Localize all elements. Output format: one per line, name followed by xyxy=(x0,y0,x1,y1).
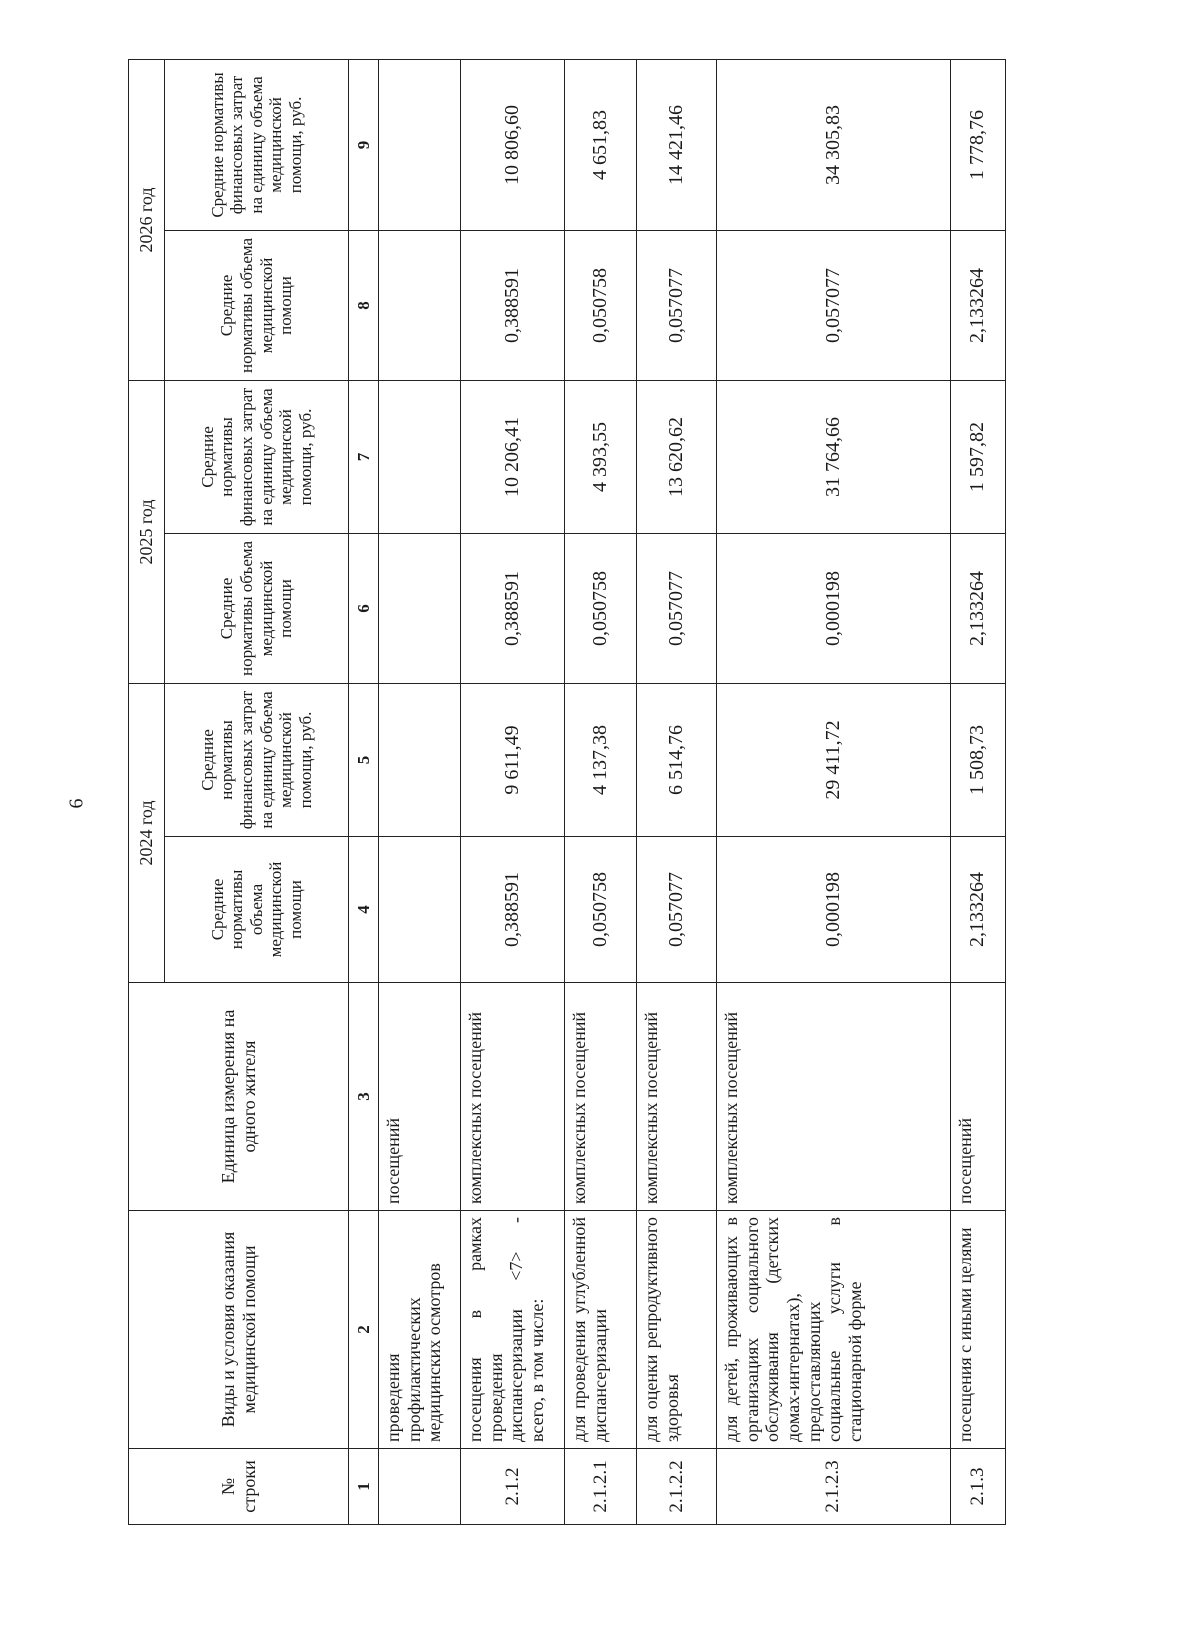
volume-2024 xyxy=(378,837,460,983)
cost-2025: 13 620,62 xyxy=(637,380,717,533)
row-number: 2.1.2 xyxy=(460,1449,565,1525)
care-kind: посещения с иными целями xyxy=(950,1211,1005,1449)
cost-2026: 10 806,60 xyxy=(460,59,565,230)
header-cost-2025: Средние нормативы финансовых затрат на единицу объема медицинской помощи, руб. xyxy=(164,380,348,533)
table-row xyxy=(565,59,637,1524)
cost-2026: 4 651,83 xyxy=(565,59,637,230)
cost-2026: 1 778,76 xyxy=(950,59,1005,230)
volume-2024: 0,388591 xyxy=(460,837,565,983)
volume-2026: 0,057077 xyxy=(637,230,717,380)
column-number: 9 xyxy=(349,59,379,230)
cost-2026: 34 305,83 xyxy=(717,59,951,230)
volume-2026: 0,388591 xyxy=(460,230,565,380)
cost-2024: 9 611,49 xyxy=(460,683,565,836)
volume-2025 xyxy=(378,533,460,683)
volume-2025: 0,057077 xyxy=(637,533,717,683)
volume-2026: 2,133264 xyxy=(950,230,1005,380)
row-number: 2.1.2.1 xyxy=(565,1449,637,1525)
volume-2024: 0,000198 xyxy=(717,837,951,983)
column-number: 1 xyxy=(349,1449,379,1525)
volume-2024: 0,057077 xyxy=(637,837,717,983)
volume-2025: 2,133264 xyxy=(950,533,1005,683)
header-kind: Виды и условия оказания медицинской помощи xyxy=(129,1211,349,1449)
header-year-2026: 2026 год xyxy=(129,59,165,380)
cost-2025 xyxy=(378,380,460,533)
cost-2024: 4 137,38 xyxy=(565,683,637,836)
care-kind: проведения профилактических медицинских осмотров xyxy=(378,1211,460,1449)
column-number: 4 xyxy=(349,837,379,983)
header-year-2025: 2025 год xyxy=(129,380,165,683)
cost-2025: 10 206,41 xyxy=(460,380,565,533)
column-number-row xyxy=(349,59,379,1524)
volume-2025: 0,388591 xyxy=(460,533,565,683)
column-number: 2 xyxy=(349,1211,379,1449)
page-number: 6 xyxy=(65,798,88,809)
care-kind: для оценки репродуктивного здоровья xyxy=(637,1211,717,1449)
volume-2025: 0,050758 xyxy=(565,533,637,683)
care-kind: для проведения углубленной диспансеризации xyxy=(565,1211,637,1449)
unit: комплексных посещений xyxy=(637,983,717,1211)
table-row xyxy=(460,59,565,1524)
header-volume-2025: Средние нормативы объема медицинской помощи xyxy=(164,533,348,683)
rotated-table-container xyxy=(128,60,1006,1525)
volume-2026: 0,050758 xyxy=(565,230,637,380)
cost-2024: 1 508,73 xyxy=(950,683,1005,836)
unit: комплексных посещений xyxy=(565,983,637,1211)
row-number: 2.1.2.2 xyxy=(637,1449,717,1525)
cost-2026 xyxy=(378,59,460,230)
cost-2024: 6 514,76 xyxy=(637,683,717,836)
row-number: 2.1.3 xyxy=(950,1449,1005,1525)
table-row xyxy=(717,59,951,1524)
table-row xyxy=(950,59,1005,1524)
cost-2026: 14 421,46 xyxy=(637,59,717,230)
volume-2026 xyxy=(378,230,460,380)
header-unit: Единица измерения на одного жителя xyxy=(129,983,349,1211)
row-number: 2.1.2.3 xyxy=(717,1449,951,1525)
column-number: 3 xyxy=(349,983,379,1211)
header-cost-2026: Средние нормативы финансовых затрат на единицу объема медицинской помощи, руб. xyxy=(164,59,348,230)
table-row xyxy=(637,59,717,1524)
unit: посещений xyxy=(950,983,1005,1211)
unit: посещений xyxy=(378,983,460,1211)
volume-2025: 0,000198 xyxy=(717,533,951,683)
volume-2026: 0,057077 xyxy=(717,230,951,380)
column-number: 5 xyxy=(349,683,379,836)
cost-2024: 29 411,72 xyxy=(717,683,951,836)
cost-2025: 1 597,82 xyxy=(950,380,1005,533)
care-kind: для детей, проживающих в организациях социального обслуживания (детских домах-интернатах), предоставляющих социальные услуги в стационарной форме xyxy=(717,1211,951,1449)
volume-2024: 2,133264 xyxy=(950,837,1005,983)
table-row xyxy=(378,59,460,1524)
unit: комплексных посещений xyxy=(460,983,565,1211)
column-number: 7 xyxy=(349,380,379,533)
header-year-2024: 2024 год xyxy=(129,683,165,982)
header-row-no: № строки xyxy=(129,1449,349,1525)
cost-2024 xyxy=(378,683,460,836)
header-volume-2024: Средние нормативы объема медицинской помощи xyxy=(164,837,348,983)
care-kind: посещения в рамках проведения диспансеризации <7> - всего, в том числе: xyxy=(460,1211,565,1449)
column-number: 6 xyxy=(349,533,379,683)
header-volume-2026: Средние нормативы объема медицинской помощи xyxy=(164,230,348,380)
unit: комплексных посещений xyxy=(717,983,951,1211)
header-cost-2024: Средние нормативы финансовых затрат на единицу объема медицинской помощи, руб. xyxy=(164,683,348,836)
volume-2024: 0,050758 xyxy=(565,837,637,983)
cost-2025: 31 764,66 xyxy=(717,380,951,533)
row-number xyxy=(378,1449,460,1525)
cost-2025: 4 393,55 xyxy=(565,380,637,533)
medical-care-norms-table xyxy=(128,59,1006,1525)
column-number: 8 xyxy=(349,230,379,380)
